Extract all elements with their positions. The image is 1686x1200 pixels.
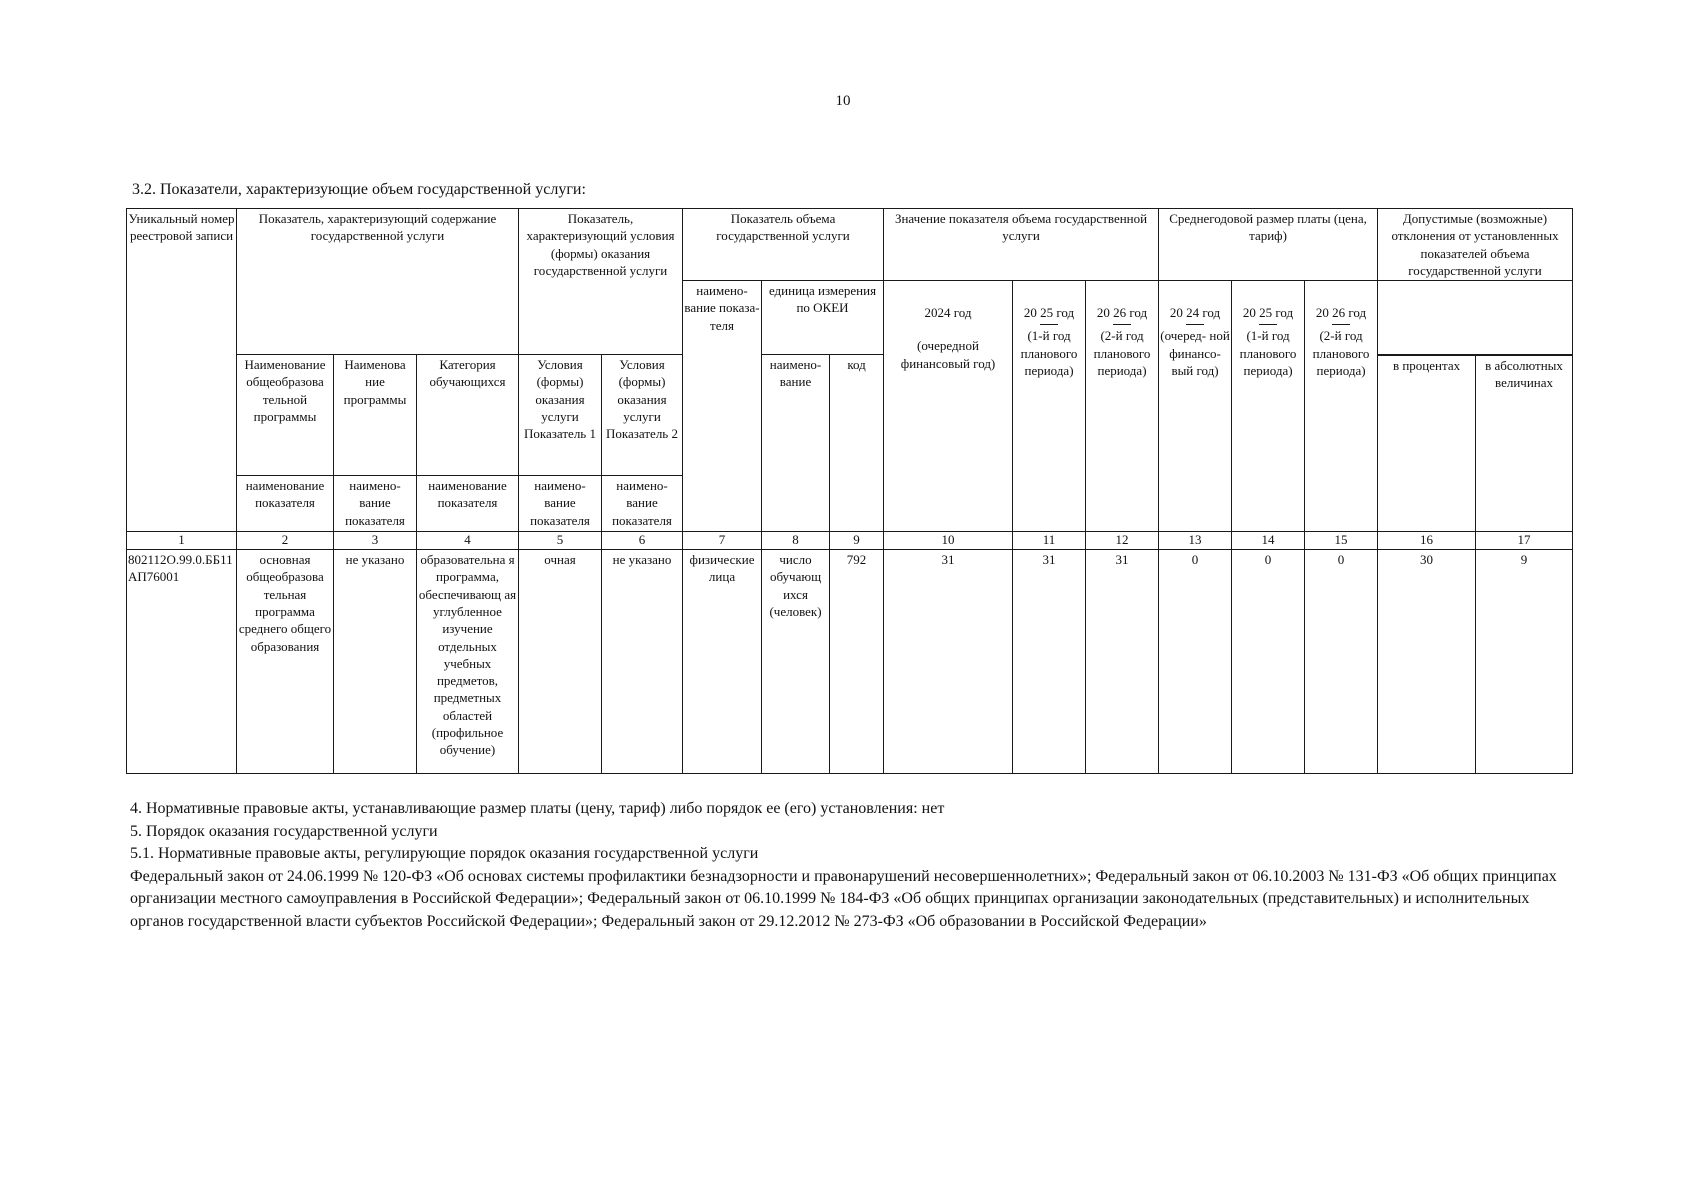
header-volume-value: Значение показателя объема государственной услуги [884,209,1159,281]
column-number: 14 [1232,532,1305,550]
header-value-year-2 [1013,281,1086,532]
table-row [127,550,1573,774]
program-name: основная общеобразова тельная программа среднего общего образования [237,550,334,774]
header-program-title: Наименова ние программы [334,355,417,476]
column-number: 3 [334,532,417,550]
column-number: 13 [1159,532,1232,550]
header-row-1 [127,209,1573,281]
header-indicator-name-2: наимено- вание показателя [334,476,417,532]
column-number: 8 [762,532,830,550]
column-number: 1 [127,532,237,550]
student-category: образовательна я программа, обеспечивающ ая углубленное изучение отдельных учебных предметов, предметных областей (профильное обучение) [417,550,519,774]
header-condition-2: Условия (формы) оказания услуги Показатель 2 [602,355,683,476]
paragraph-fee-acts: 4. Нормативные правовые акты, устанавливающие размер платы (цену, тариф) либо порядок ее (его) установления: нет [130,800,945,817]
column-number: 11 [1013,532,1086,550]
header-unit-name: наимено- вание [762,355,830,532]
value-year-2: 31 [1013,550,1086,774]
fee-year-1-label: 20 24 год [1169,305,1221,321]
column-number: 5 [519,532,602,550]
header-unit-code: код [830,355,884,532]
condition-2-value: не указано [602,550,683,774]
value-year-1: 31 [884,550,1013,774]
fee-year-1: 0 [1159,550,1232,774]
header-deviation-absolute: в абсолютных величинах [1476,355,1573,532]
header-indicator-name-5: наимено- вание показателя [602,476,683,532]
column-number: 7 [683,532,762,550]
header-fee-year-3 [1305,281,1378,532]
column-number: 10 [884,532,1013,550]
fee-year-3-label: 20 26 год [1315,305,1367,321]
condition-1-value: очная [519,550,602,774]
header-volume-name: наимено- вание показа- теля [683,281,762,532]
paragraph-regulating-acts: 5.1. Нормативные правовые акты, регулирующие порядок оказания государственной услуги [130,845,759,862]
header-registry-number: Уникальный номер реестровой записи [127,209,237,532]
value-year-3: 31 [1086,550,1159,774]
program-title: не указано [334,550,417,774]
column-number: 2 [237,532,334,550]
value-year-1-note: (очередной финансовый год) [900,338,996,371]
fee-year-3-note: (2-й год планового периода) [1312,328,1370,378]
paragraph-service-order: 5. Порядок оказания государственной услуги [130,822,438,840]
fee-year-3: 0 [1305,550,1378,774]
unit-name-value: число обучающ ихся (человек) [762,550,830,774]
column-number: 6 [602,532,683,550]
header-unit-okei: единица измерения по ОКЕИ [762,281,884,355]
column-number: 15 [1305,532,1378,550]
header-indicator-name-1: наименование показателя [237,476,334,532]
fee-year-1-note: (очеред- ной финансо- вый год) [1160,328,1230,378]
fee-year-2-note: (1-й год планового периода) [1239,328,1297,378]
registry-number: 802112О.99.0.ББ11АП76001 [127,550,237,774]
header-deviation-spacer [1378,281,1573,355]
header-value-year-3 [1086,281,1159,532]
value-year-3-label: 20 26 год [1096,305,1148,321]
header-program-name: Наименование общеобразова тельной программы [237,355,334,476]
header-indicator-name-3: наименование показателя [417,476,519,532]
header-fee-year-1 [1159,281,1232,532]
unit-code-value: 792 [830,550,884,774]
volume-indicators-table-wrap [126,208,1572,774]
fee-year-2: 0 [1232,550,1305,774]
page-number: 10 [835,93,851,109]
fee-year-2-label: 20 25 год [1242,305,1294,321]
column-number: 9 [830,532,884,550]
value-year-3-note: (2-й год планового периода) [1093,328,1151,378]
header-allowed-deviation: Допустимые (возможные) отклонения от установленных показателей объема государственной услуги [1378,209,1573,281]
normative-acts-section [130,798,1576,933]
column-number: 17 [1476,532,1573,550]
section-title: 3.2. Показатели, характеризующие объем государственной услуги: [132,181,586,198]
column-numbers-row [127,532,1573,550]
header-condition-1: Условия (формы) оказания услуги Показатель 1 [519,355,602,476]
header-content-indicator: Показатель, характеризующий содержание государственной услуги [237,209,519,355]
header-indicator-name-4: наимено- вание показателя [519,476,602,532]
volume-indicators-table [126,208,1573,774]
value-year-2-label: 20 25 год [1023,305,1075,321]
value-year-2-note: (1-й год планового периода) [1020,328,1078,378]
column-number: 4 [417,532,519,550]
header-student-category: Категория обучающихся [417,355,519,476]
value-year-1-label: 2024 год [924,305,972,321]
header-fee-year-2 [1232,281,1305,532]
deviation-percent: 30 [1378,550,1476,774]
volume-name-value: физические лица [683,550,762,774]
header-conditions-indicator: Показатель, характеризующий условия (формы) оказания государственной услуги [519,209,683,355]
deviation-absolute: 9 [1476,550,1573,774]
header-average-fee: Среднегодовой размер платы (цена, тариф) [1159,209,1378,281]
header-value-year-1 [884,281,1013,532]
paragraph-federal-laws: Федеральный закон от 24.06.1999 № 120-ФЗ «Об основах системы профилактики безнадзорности и правонарушений несовершеннолетних»; Федеральный закон от 06.10.2003 № 131-ФЗ «Об общих принципах организации местного самоуправления в Российской Федерации»; Федеральный закон от 06.10.1999 № 184-ФЗ «Об общих принципах организации законодательных (представительных) и исполнительных органов государственной власти субъектов Российской Федерации»; Федеральный закон от 29.12.2012 № 273-ФЗ «Об образовании в Российской Федерации» [130,867,1557,930]
header-volume-indicator: Показатель объема государственной услуги [683,209,884,281]
header-deviation-percent: в процентах [1378,355,1476,532]
column-number: 16 [1378,532,1476,550]
column-number: 12 [1086,532,1159,550]
